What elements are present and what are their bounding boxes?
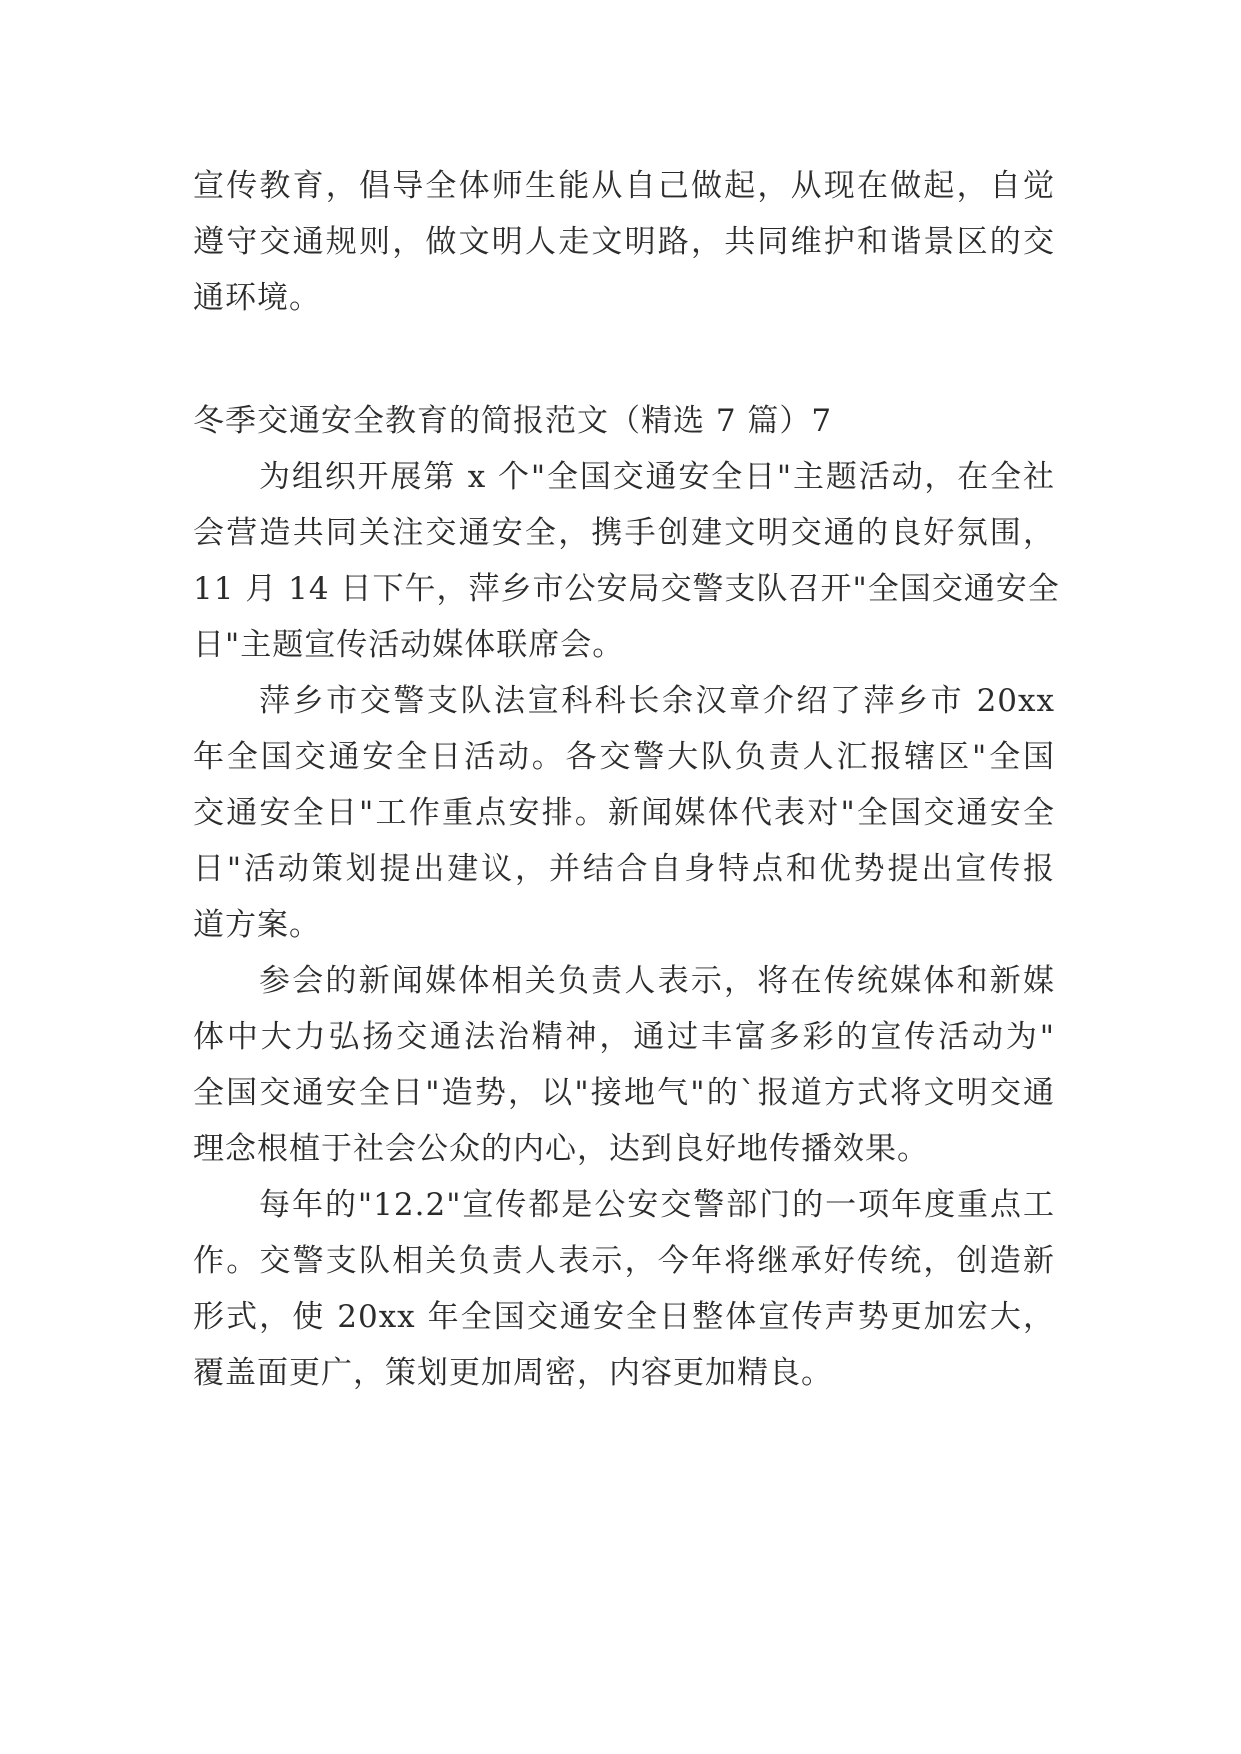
text-line: 会营造共同关注交通安全，携手创建文明交通的良好氛围，	[193, 515, 1055, 551]
text-line: 理念根植于社会公众的内心，达到良好地传播效果。	[193, 1131, 929, 1167]
text-line: 为组织开展第 x 个"全国交通安全日"主题活动，在全社	[259, 459, 1055, 495]
text-line: 每年的"12.2"宣传都是公安交警部门的一项年度重点工	[259, 1187, 1055, 1223]
section-heading	[193, 393, 1055, 449]
text-line: 遵守交通规则，做文明人走文明路，共同维护和谐景区的交	[193, 224, 1055, 260]
text-line: 萍乡市交警支队法宣科科长余汉章介绍了萍乡市 20xx	[259, 683, 1055, 719]
text-line: 交通安全日"工作重点安排。新闻媒体代表对"全国交通安全	[193, 795, 1055, 831]
intro-paragraph	[193, 158, 1055, 326]
text-line: 作。交警支队相关负责人表示，今年将继承好传统，创造新	[193, 1243, 1055, 1279]
article-body	[193, 449, 1060, 1401]
paragraph	[193, 1177, 1055, 1401]
paragraph	[193, 953, 1055, 1177]
heading-text: 冬季交通安全教育的简报范文（精选 7 篇）7	[193, 403, 833, 439]
text-line: 年全国交通安全日活动。各交警大队负责人汇报辖区"全国	[193, 739, 1055, 775]
text-line: 形式，使 20xx 年全国交通安全日整体宣传声势更加宏大，	[193, 1299, 1055, 1335]
text-line: 日"活动策划提出建议，并结合自身特点和优势提出宣传报	[193, 851, 1055, 887]
text-line: 宣传教育，倡导全体师生能从自己做起，从现在做起，自觉	[193, 168, 1055, 204]
text-line: 参会的新闻媒体相关负责人表示，将在传统媒体和新媒	[259, 963, 1055, 999]
text-line: 体中大力弘扬交通法治精神，通过丰富多彩的宣传活动为"	[193, 1019, 1055, 1055]
text-line: 全国交通安全日"造势，以"接地气"的`报道方式将文明交通	[193, 1075, 1055, 1111]
paragraph	[193, 449, 1060, 673]
text-line: 通环境。	[193, 280, 321, 316]
text-line: 道方案。	[193, 907, 321, 943]
text-line: 11 月 14 日下午，萍乡市公安局交警支队召开"全国交通安全	[193, 571, 1060, 607]
text-line: 日"主题宣传活动媒体联席会。	[193, 627, 625, 663]
text-line: 覆盖面更广，策划更加周密，内容更加精良。	[193, 1355, 833, 1391]
paragraph	[193, 673, 1055, 953]
